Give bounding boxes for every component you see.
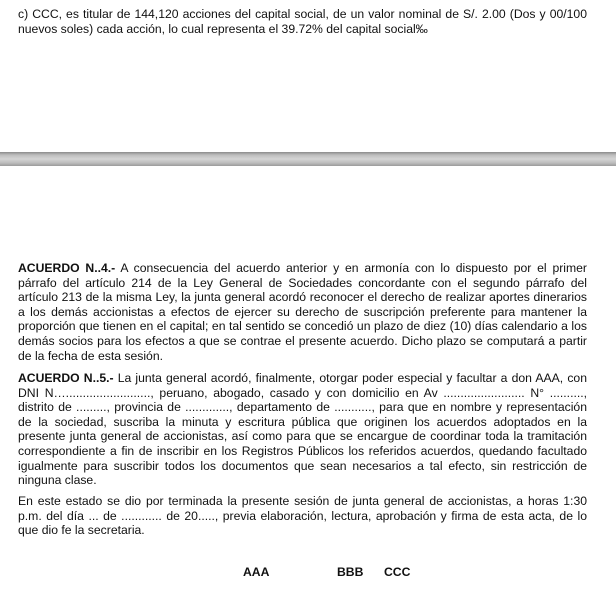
acuerdo-4-label: ACUERDO N..4.- [18, 261, 116, 275]
page-break-separator [0, 152, 616, 166]
signature-bbb: BBB [337, 565, 364, 579]
closing-paragraph: En este estado se dio por terminada la presente sesión de junta general de accionistas, a horas 1:30 p.m. del día ... de ............ de 20....., previa elaboración, lectura, aprobación y firma de esta acta, de lo que dio fe la secretaria. [18, 494, 587, 538]
signature-ccc: CCC [384, 565, 411, 579]
shareholder-item-c: c) CCC, es titular de 144,120 acciones del capital social, de un valor nominal de S/. 2.00 (Dos y 00/100 nuevos soles) cada acción, lo cual representa el 39.72% del capital social‰ [18, 7, 587, 36]
signature-block [0, 565, 616, 581]
acuerdo-5-text: La junta general acordó, finalmente, otorgar poder especial y facultar a don AAA, con DNI N…........................., peruano, abogado, casado y con domicilio en Av ........................ N° .........., distrito de ........., provincia de ............., departamento de ..........., para que en nombre y representación de la sociedad, suscriba la minuta y escritura pública que originen los acuerdos adoptados en la presente junta general de accionistas, así como para que se encargue de coordinar toda la tramitación correspondiente a fin de inscribir en los Registros Públicos los referidos acuerdos, quedando facultado igualmente para suscribir todos los documentos que sean necesarios a tal efecto, sin restricción de ninguna clase. [18, 371, 587, 488]
acuerdo-4-text: A consecuencia del acuerdo anterior y en armonía con lo dispuesto por el primer párrafo del artículo 214 de la Ley General de Sociedades concordante con el segundo párrafo del artículo 213 de la misma Ley, la junta general acordó reconocer el derecho de realizar aportes dinerarios a los demás accionistas a efectos de ejercer su derecho de suscripción preferente para mantener la proporción que tienen en el capital; en tal sentido se concedió un plazo de diez (10) días calendario a los demás socios para los efectos a que se contrae el presente acuerdo. Dicho plazo se computará a partir de la fecha de esta sesión. [18, 261, 587, 363]
signature-aaa: AAA [243, 565, 270, 579]
acuerdo-5-paragraph [18, 371, 587, 488]
document-page-top [0, 0, 616, 152]
acuerdo-4-paragraph [18, 261, 587, 363]
acuerdo-5-label: ACUERDO N..5.- [18, 371, 114, 385]
